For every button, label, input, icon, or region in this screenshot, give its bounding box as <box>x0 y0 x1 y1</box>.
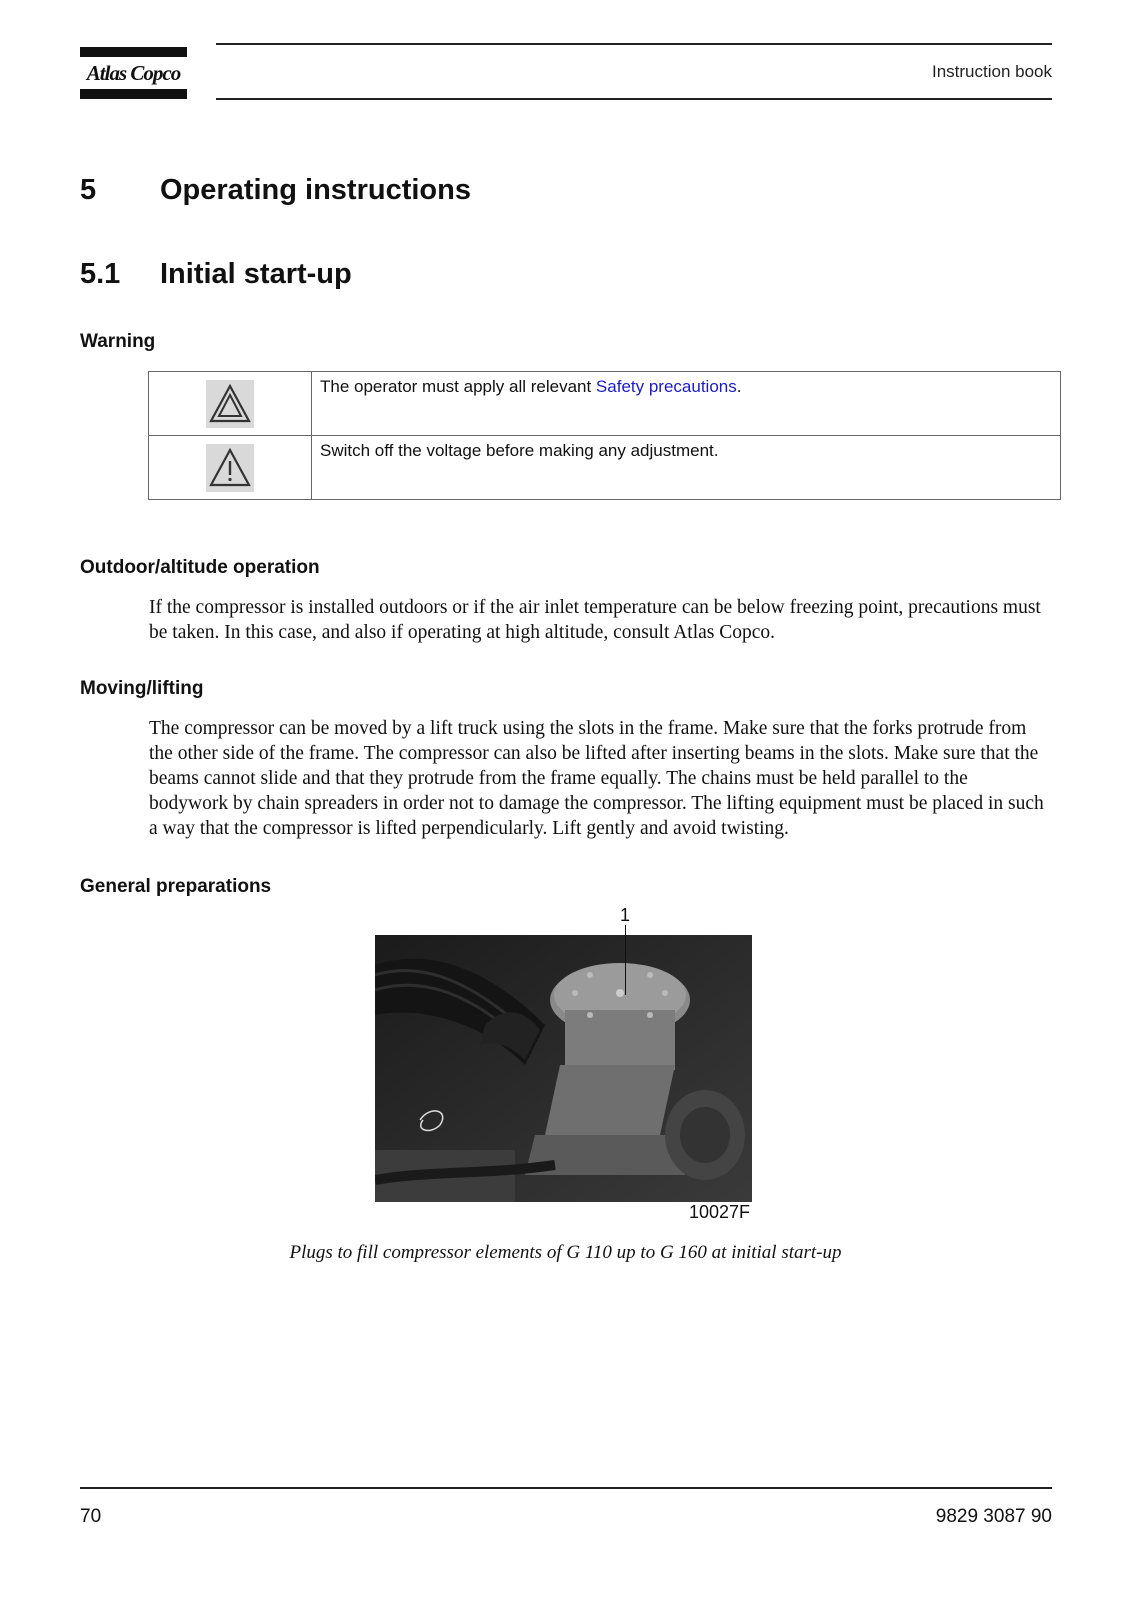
warning-text-end: . <box>736 377 742 396</box>
header-rule-bottom <box>216 98 1052 100</box>
general-heading: General preparations <box>80 876 272 897</box>
subsection-title: Initial start-up <box>160 258 352 290</box>
warning-row <box>149 372 1061 436</box>
moving-paragraph: The compressor can be moved by a lift truck using the slots in the frame. Make sure that the forks protrude from the other side of the frame. The compressor can also be lifted after inserting beams in the slots. Make sure that the beams cannot slide and that they protrude from the frame equally. The chains must be held parallel to the bodywork by chain spreaders in order not to damage the compressor. The lifting equipment must be placed in such a way that the compressor is lifted perpendicularly. Lift gently and avoid twisting. <box>149 718 1044 839</box>
moving-heading: Moving/lifting <box>80 678 204 699</box>
figure-callout-number: 1 <box>620 905 631 925</box>
figure-caption: Plugs to fill compressor elements of G 110 up to G 160 at initial start-up <box>289 1242 842 1263</box>
footer-rule <box>80 1487 1052 1489</box>
warning-text-cell <box>312 436 1061 500</box>
compressor-photo <box>375 935 752 1202</box>
section-number: 5 <box>80 174 97 206</box>
atlas-copco-logo <box>80 47 187 100</box>
document-number: 9829 3087 90 <box>935 1506 1052 1527</box>
hazard-triangle-icon <box>206 380 254 428</box>
figure-callout-line <box>625 925 626 995</box>
section-title: Operating instructions <box>160 174 471 206</box>
figure-code: 10027F <box>689 1202 751 1222</box>
header-rule-top <box>216 43 1052 45</box>
outdoor-heading: Outdoor/altitude operation <box>80 557 320 578</box>
outdoor-paragraph: If the compressor is installed outdoors or if the air inlet temperature can be below freezing point, precautions must be taken. In this case, and also if operating at high altitude, consult Atlas Copco. <box>149 597 1041 643</box>
logo-bar-top <box>80 47 187 57</box>
logo-bar-bottom <box>80 89 187 99</box>
warning-icon-cell <box>149 372 312 436</box>
warning-icon-cell <box>149 436 312 500</box>
warning-text-cell <box>312 372 1061 436</box>
warning-row <box>149 436 1061 500</box>
header-title: Instruction book <box>931 62 1052 81</box>
logo-text: Atlas Copco <box>86 61 181 85</box>
safety-precautions-link[interactable]: Safety precautions <box>595 377 737 396</box>
page-number: 70 <box>80 1506 102 1527</box>
warning-text: The operator must apply all relevant <box>320 377 596 396</box>
exclamation-triangle-icon <box>206 444 254 492</box>
subsection-number: 5.1 <box>80 258 121 290</box>
warning-text: Switch off the voltage before making any adjustment. <box>320 441 719 460</box>
warning-heading: Warning <box>80 331 156 352</box>
warning-table <box>148 371 1061 500</box>
